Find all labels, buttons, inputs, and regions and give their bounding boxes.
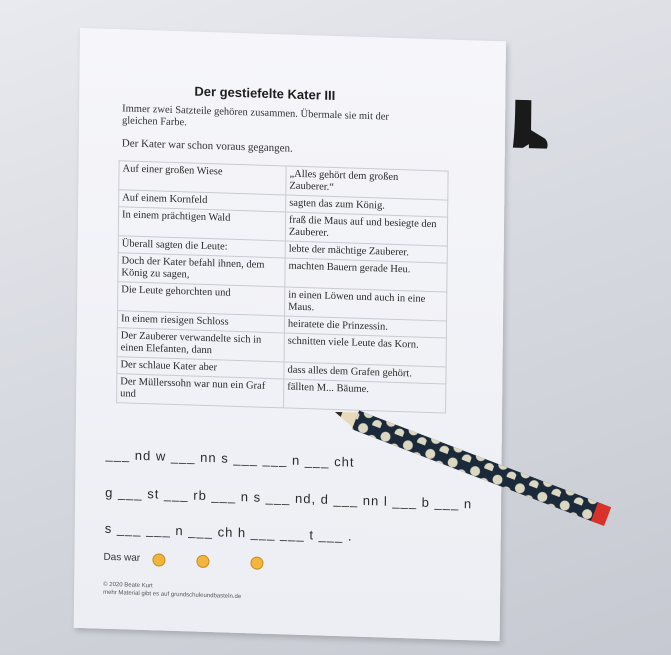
matching-table <box>116 160 449 413</box>
credit-text <box>103 581 241 601</box>
sentence-end-cell: fällten M... Bäume. <box>284 379 446 413</box>
worksheet-title: Der gestiefelte Kater III <box>194 83 336 104</box>
sentence-end-cell: machten Bauern gerade Heu. <box>285 258 447 292</box>
sentence-end-cell: fraß die Maus auf und besiegte den Zauberer. <box>285 212 447 246</box>
sentence-start-cell: Der Zauberer verwandelte sich in einen Elefanten, dann <box>117 328 284 362</box>
sentence-end-cell: in einen Löwen und auch in eine Maus. <box>285 287 447 321</box>
credit-line-2: mehr Material gibt es auf grundschuleundbasteln.de <box>103 589 242 601</box>
sentence-end-cell: lebte der mächtige Zauberer. <box>285 241 447 263</box>
rating-label: Das war <box>103 551 141 564</box>
instruction-text: Immer zwei Satzteile gehören zusammen. Übermale sie mit der gleichen Farbe. <box>121 103 389 129</box>
word-line-1: ___ nd w ___ nn s ___ ___ n ___ cht <box>105 446 355 470</box>
sentence-end-cell: schnitten viele Leute das Korn. <box>284 333 446 367</box>
sentence-start-cell: Auf einem Kornfeld <box>119 190 286 212</box>
sentence-end-cell: dass alles dem Grafen gehört. <box>284 362 446 384</box>
sentence-start-cell: Der schlaue Kater aber <box>117 357 284 379</box>
sentence-end-cell: „Alles gehört dem großen Zauberer.“ <box>286 166 448 200</box>
sentence-end-cell: sagten das zum König. <box>286 195 448 217</box>
sentence-start-cell: Doch der Kater befahl ihnen, dem König zu sagen, <box>118 253 285 287</box>
sentence-start-cell: In einem riesigen Schloss <box>117 311 284 333</box>
sentence-end-cell: heiratete die Prinzessin. <box>284 316 446 338</box>
smiley-sad-icon <box>250 556 263 569</box>
lead-sentence: Der Kater war schon voraus gegangen. <box>121 137 293 155</box>
credit-line-1: © 2020 Beate Kurt <box>103 581 153 590</box>
sentence-start-cell: Überall sagten die Leute: <box>118 236 285 258</box>
sentence-start-cell: Auf einer großen Wiese <box>119 161 286 195</box>
word-line-3: s ___ ___ n ___ ch h ___ ___ t ___ . <box>104 520 353 544</box>
smiley-happy-icon <box>152 553 165 566</box>
sentence-start-cell: In einem prächtigen Wald <box>118 207 285 241</box>
word-line-2: g ___ st ___ rb ___ n s ___ nd, d ___ nn l ___ b ___ n <box>105 484 473 512</box>
sentence-start-cell: Die Leute gehorchten und <box>118 282 285 316</box>
boot-icon <box>509 99 550 152</box>
smiley-neutral-icon <box>196 555 209 568</box>
worksheet-paper <box>74 28 506 641</box>
sentence-start-cell: Der Müllerssohn war nun ein Graf und <box>117 374 284 408</box>
